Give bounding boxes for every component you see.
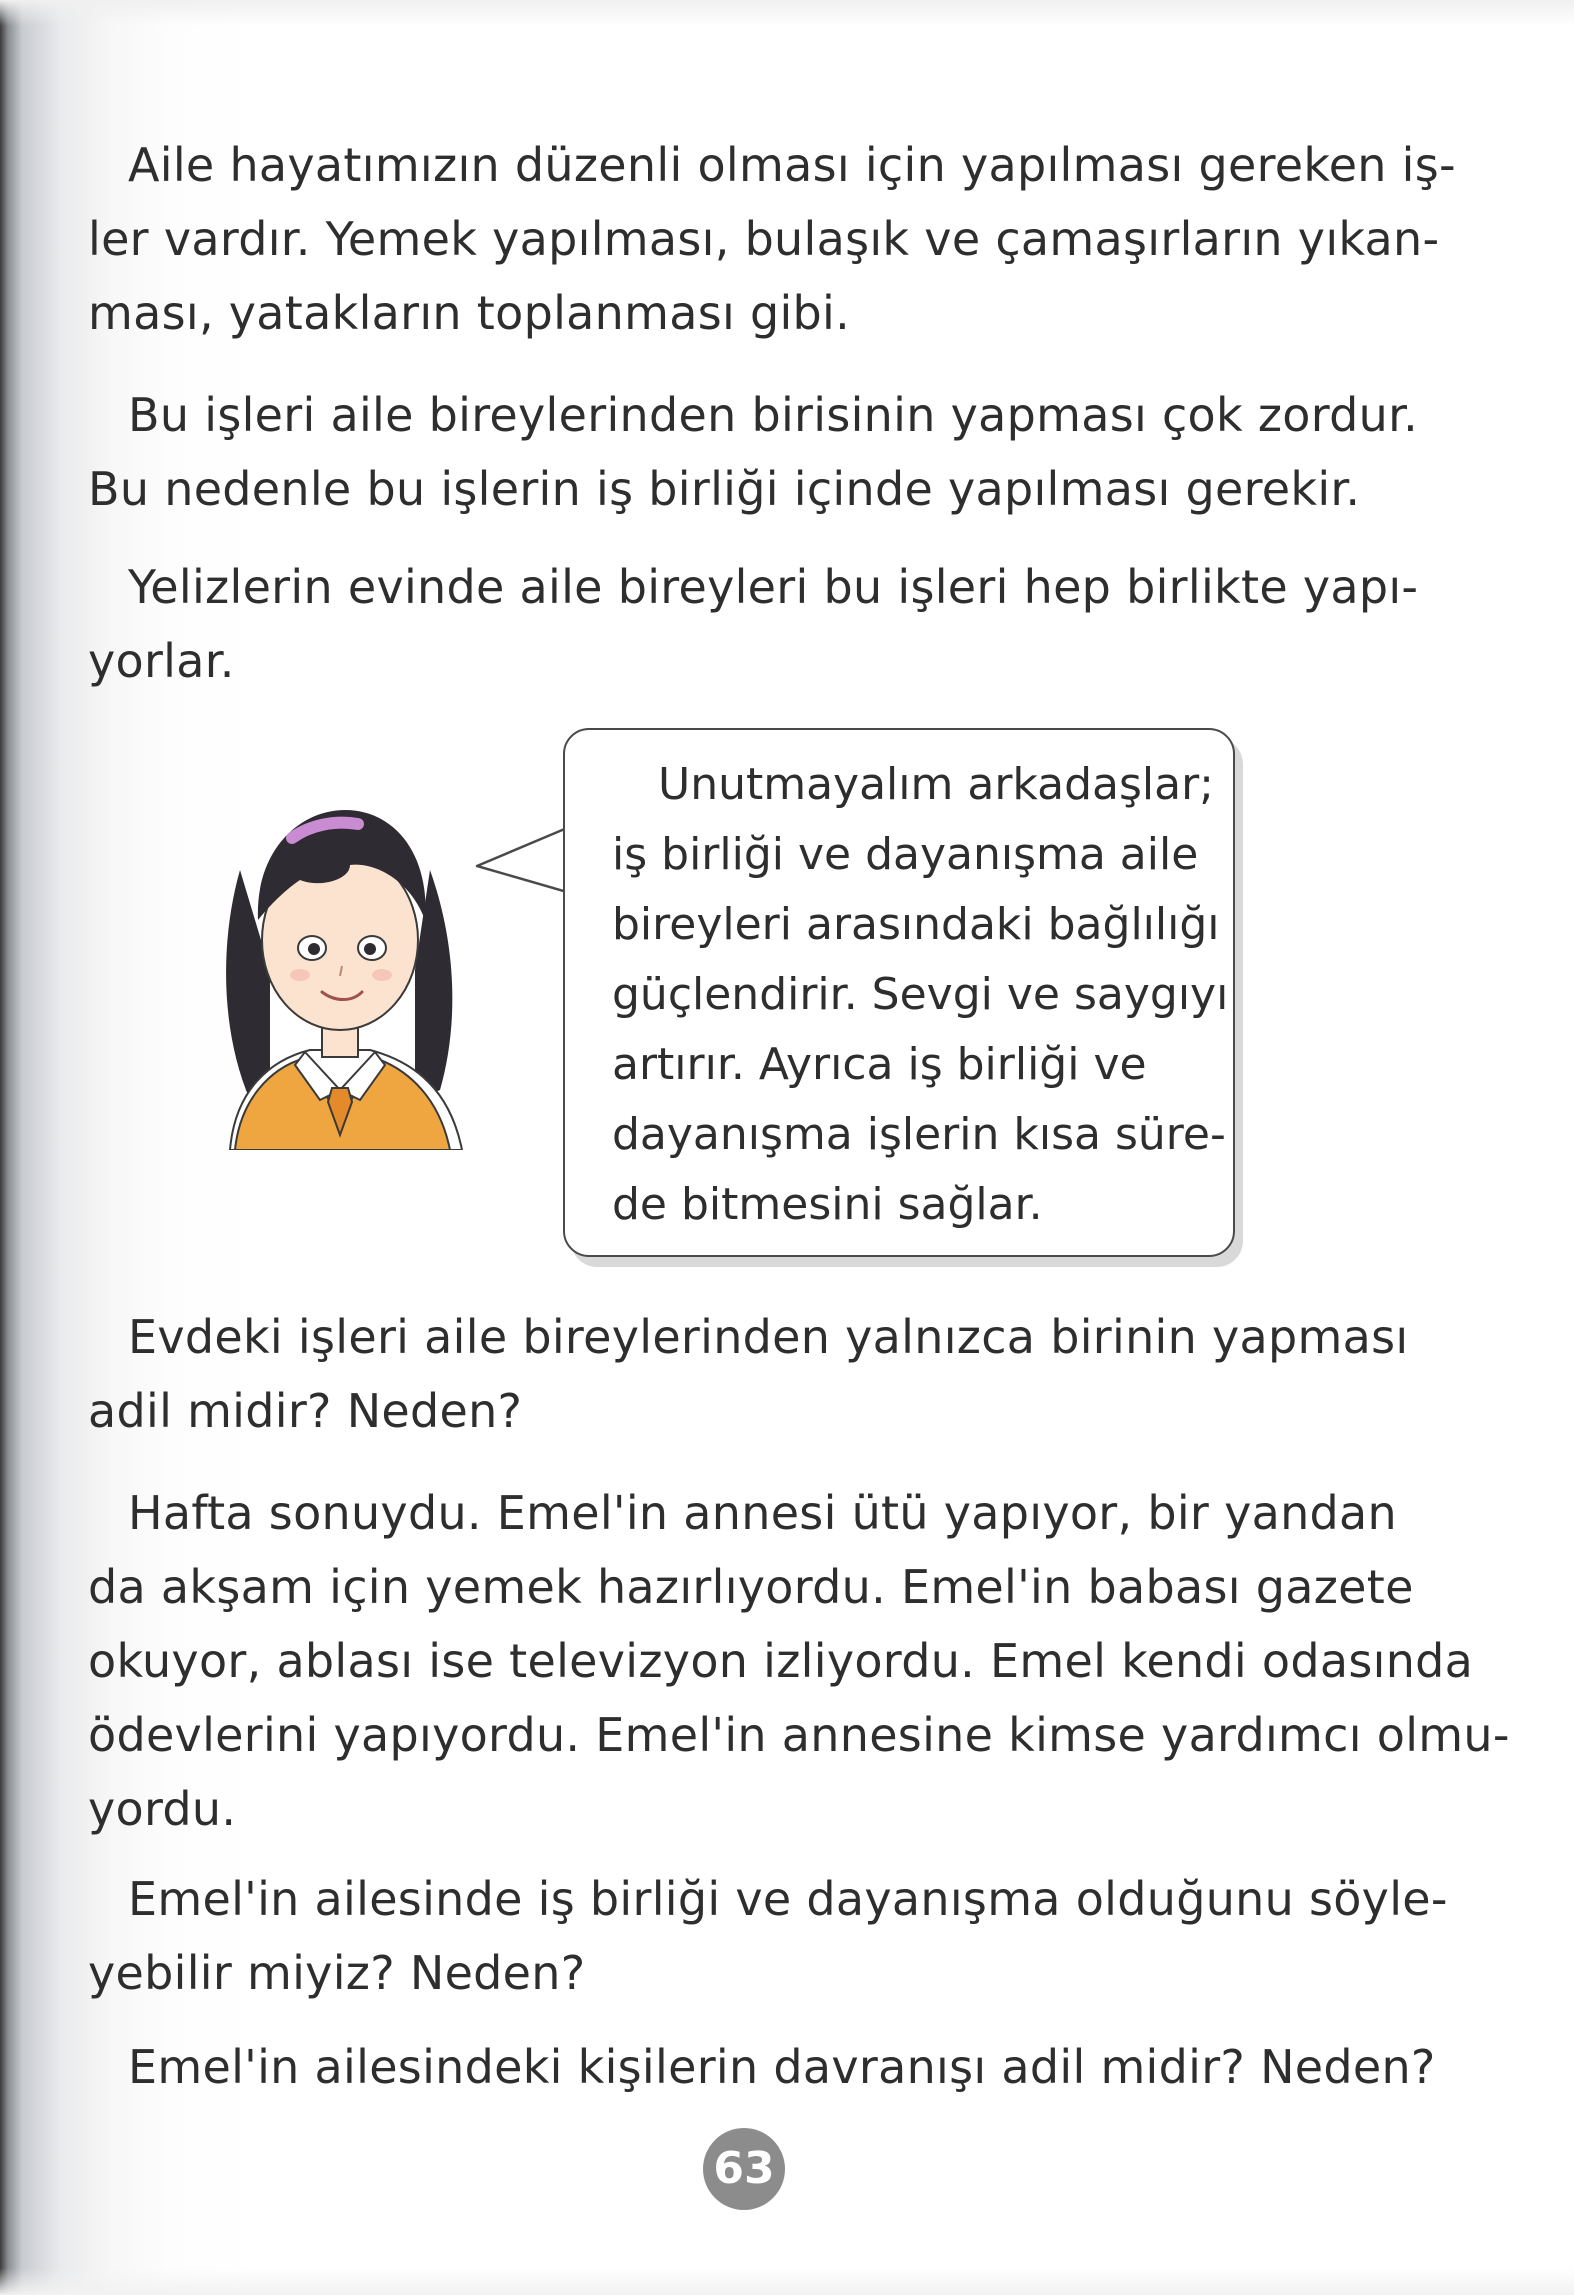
text-line: Hafta sonuydu. Emel'in annesi ütü yapıyor, bir yandan [128, 1486, 1397, 1540]
paragraph-cooperation [88, 378, 1418, 526]
text-line: ödevlerini yapıyordu. Emel'in annesine kimse yardımcı olmu- [88, 1708, 1510, 1762]
bubble-line: güçlendirir. Sevgi ve saygıyı [612, 969, 1229, 1020]
question-behavior [88, 2030, 1436, 2104]
text-line: Bu işleri aile bireylerinden birisinin yapması çok zordur. [128, 388, 1419, 442]
text-line: Evdeki işleri aile bireylerinden yalnızca birinin yapması [128, 1310, 1409, 1364]
speech-bubble-tail [475, 820, 575, 910]
paragraph-yeliz [88, 550, 1418, 698]
question-cooperation [88, 1862, 1448, 2010]
text-line: adil midir? Neden? [88, 1384, 523, 1438]
text-line: ması, yatakların toplanması gibi. [88, 286, 851, 340]
text-line: da akşam için yemek hazırlıyordu. Emel'in babası gazete [88, 1560, 1414, 1614]
paragraph-emel-story [88, 1476, 1510, 1846]
bubble-line: bireyleri arasındaki bağlılığı [612, 899, 1220, 950]
text-line: Yelizlerin evinde aile bireyleri bu işleri hep birlikte yapı- [128, 560, 1419, 614]
text-line: Bu nedenle bu işlerin iş birliği içinde yapılması gerekir. [88, 462, 1361, 516]
bubble-line: de bitmesini sağlar. [612, 1179, 1043, 1230]
bubble-line: dayanışma işlerin kısa süre- [612, 1109, 1226, 1160]
text-line: Emel'in ailesinde iş birliği ve dayanışma olduğunu söyle- [128, 1872, 1448, 1926]
page-bottom-shade [0, 2268, 1574, 2295]
paragraph-intro [88, 128, 1456, 350]
speech-bubble-text [612, 750, 1232, 1240]
text-line: Aile hayatımızın düzenli olması için yapılması gereken iş- [128, 138, 1456, 192]
text-line: okuyor, ablası ise televizyon izliyordu. Emel kendi odasında [88, 1634, 1474, 1688]
bubble-line: iş birliği ve dayanışma aile [612, 829, 1199, 880]
page-top-shade [0, 0, 1574, 26]
text-line: ler vardır. Yemek yapılması, bulaşık ve çamaşırların yıkan- [88, 212, 1440, 266]
text-line: Emel'in ailesindeki kişilerin davranışı adil midir? Neden? [128, 2040, 1436, 2094]
bubble-line: artırır. Ayrıca iş birliği ve [612, 1039, 1147, 1090]
text-line: yorlar. [88, 634, 235, 688]
bubble-line: Unutmayalım arkadaşlar; [658, 759, 1214, 810]
page-number-badge: 63 [703, 2128, 785, 2210]
girl-illustration [200, 770, 490, 1150]
text-line: yordu. [88, 1782, 237, 1836]
question-fairness [88, 1300, 1418, 1448]
text-line: yebilir miyiz? Neden? [88, 1946, 586, 2000]
